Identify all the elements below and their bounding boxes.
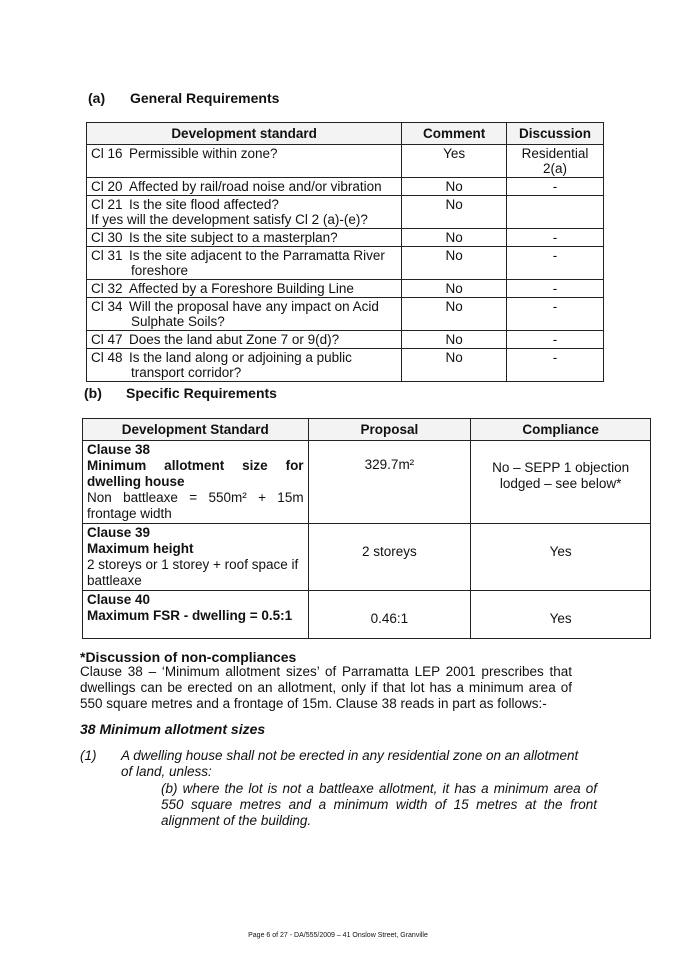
discussion-cell xyxy=(507,196,604,229)
proposal-cell: 0.46:1 xyxy=(308,591,471,639)
comment-cell: No xyxy=(402,298,507,331)
discussion-cell: - xyxy=(507,280,604,298)
clause-text: Permissible within zone? xyxy=(129,146,278,161)
table-row xyxy=(83,441,651,524)
clause-text-continued: transport corridor? xyxy=(131,365,242,380)
header-comment: Comment xyxy=(402,123,507,145)
table-row xyxy=(87,298,604,331)
section-b-title: Specific Requirements xyxy=(126,385,277,401)
clause-text: Affected by rail/road noise and/or vibration xyxy=(129,179,382,194)
clause-ref: Cl 20 xyxy=(91,179,123,194)
clause-text: Is the land along or adjoining a public xyxy=(129,350,352,365)
clause-text: Is the site flood affected? xyxy=(129,197,279,212)
general-requirements-table xyxy=(86,122,604,382)
header-discussion: Discussion xyxy=(507,123,604,145)
standard-description-continued: frontage width xyxy=(87,506,172,521)
table-row xyxy=(87,349,604,382)
clause-text: Is the site adjacent to the Parramatta River xyxy=(129,248,385,263)
discussion-cell: - xyxy=(507,349,604,382)
clause-number: Clause 40 xyxy=(87,592,151,607)
discussion-cell: - xyxy=(507,178,604,196)
table-row xyxy=(87,280,604,298)
comment-cell: No xyxy=(402,196,507,229)
page-footer: Page 6 of 27 - DA/555/2009 – 41 Onslow Street, Granville xyxy=(248,932,428,939)
section-a-label: (a) xyxy=(88,90,106,106)
clause-ref: Cl 47 xyxy=(91,332,123,347)
clause-text: Is the site subject to a masterplan? xyxy=(129,230,338,245)
clause-text: Will the proposal have any impact on Acid xyxy=(129,299,379,314)
standard-title-continued: dwelling house xyxy=(87,474,185,489)
clause-ref: Cl 16 xyxy=(91,146,123,161)
clause-number: Clause 38 xyxy=(87,442,151,457)
sub-item-text: (b) where the lot is not a battleaxe allotment, it has a minimum area of 550 square metres and a minimum width of 15 metres at the front alignment of the building. xyxy=(161,781,597,828)
item-text: A dwelling house shall not be erected in any residential zone on an allotment of land, unless: xyxy=(121,748,579,779)
header-development-standard: Development standard xyxy=(87,123,402,145)
compliance-cell: Yes xyxy=(471,524,651,591)
clause-ref: Cl 31 xyxy=(91,248,123,263)
table-row xyxy=(87,145,604,178)
proposal-cell: 329.7m² xyxy=(308,441,471,524)
clause-ref: Cl 21 xyxy=(91,197,123,212)
comment-cell: No xyxy=(402,178,507,196)
discussion-cell: Residential 2(a) xyxy=(507,145,604,178)
clause-text: Affected by a Foreshore Building Line xyxy=(129,281,354,296)
compliance-cell: No – SEPP 1 objection lodged – see below* xyxy=(471,441,651,524)
section-a-heading xyxy=(88,90,279,106)
clause-text-continued: foreshore xyxy=(131,263,189,278)
standard-title: Minimum allotment size for xyxy=(87,458,304,473)
table-row xyxy=(83,524,651,591)
specific-requirements-table xyxy=(82,418,651,639)
comment-cell: No xyxy=(402,280,507,298)
discussion-cell: - xyxy=(507,247,604,280)
standard-title: Maximum FSR - dwelling = 0.5:1 xyxy=(87,608,293,623)
proposal-cell: 2 storeys xyxy=(308,524,471,591)
standard-description: Non battleaxe = 550m² + 15m xyxy=(87,490,304,505)
header-compliance: Compliance xyxy=(471,419,651,441)
clause-number: Clause 39 xyxy=(87,525,151,540)
comment-cell: No xyxy=(402,247,507,280)
standard-title: Maximum height xyxy=(87,541,194,556)
clause-ref: Cl 48 xyxy=(91,350,123,365)
compliance-cell: Yes xyxy=(471,591,651,639)
table-row xyxy=(87,229,604,247)
standard-description-continued: battleaxe xyxy=(87,573,142,588)
table-header-row xyxy=(83,419,651,441)
clause-ref: Cl 34 xyxy=(91,299,123,314)
discussion-cell: - xyxy=(507,298,604,331)
discussion-cell: - xyxy=(507,331,604,349)
item-number: (1) xyxy=(80,748,97,763)
comment-cell: Yes xyxy=(402,145,507,178)
table-row xyxy=(83,591,651,639)
comment-cell: No xyxy=(402,349,507,382)
section-b-heading xyxy=(84,385,277,401)
clause-text-continued: If yes will the development satisfy Cl 2 (a)-(e)? xyxy=(91,212,368,227)
section-b-label: (b) xyxy=(84,385,102,401)
clause-text: Does the land abut Zone 7 or 9(d)? xyxy=(129,332,340,347)
table-row xyxy=(87,331,604,349)
table-row xyxy=(87,196,604,229)
header-proposal: Proposal xyxy=(308,419,471,441)
header-development-standard: Development Standard xyxy=(83,419,309,441)
discussion-cell: - xyxy=(507,229,604,247)
discussion-heading: *Discussion of non-compliances xyxy=(80,649,297,665)
clause-ref: Cl 30 xyxy=(91,230,123,245)
table-row xyxy=(87,247,604,280)
table-header-row xyxy=(87,123,604,145)
discussion-paragraph: Clause 38 – ‘Minimum allotment sizes’ of Parramatta LEP 2001 prescribes that dwellings can be erected on an allotment, only if that lot has a minimum area of 550 square metres and a frontage of 15m. Clause 38 reads in part as follows:- xyxy=(80,664,572,711)
subheading: 38 Minimum allotment sizes xyxy=(80,721,266,737)
comment-cell: No xyxy=(402,331,507,349)
clause-ref: Cl 32 xyxy=(91,281,123,296)
section-a-title: General Requirements xyxy=(130,90,280,106)
standard-description: 2 storeys or 1 storey + roof space if xyxy=(87,557,299,572)
clause-text-continued: Sulphate Soils? xyxy=(131,314,225,329)
table-row xyxy=(87,178,604,196)
comment-cell: No xyxy=(402,229,507,247)
